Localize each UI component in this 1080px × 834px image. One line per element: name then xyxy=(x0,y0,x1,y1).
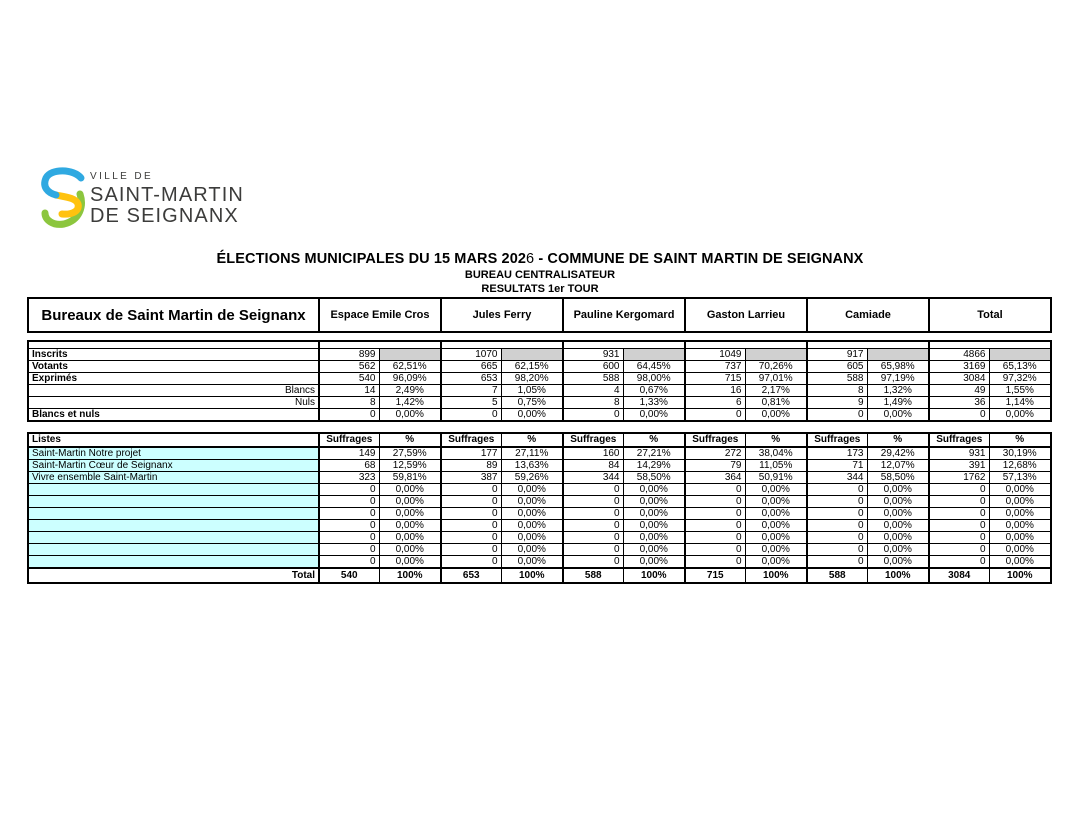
list-name-cell: Vivre ensemble Saint-Martin xyxy=(28,471,319,483)
percent-cell: 0,00% xyxy=(989,543,1051,555)
suffrages-cell: 0 xyxy=(319,555,379,568)
title-year-digit: 6 xyxy=(526,251,535,267)
suffrages-cell: 0 xyxy=(319,519,379,531)
results-sheet xyxy=(27,297,1053,584)
percent-cell: 0,00% xyxy=(745,519,807,531)
percent-cell: 0,00% xyxy=(623,483,685,495)
suffrages-header: Suffrages xyxy=(441,433,501,447)
count-cell: 0 xyxy=(563,408,623,421)
count-cell: 917 xyxy=(807,348,867,360)
percent-cell: 0,00% xyxy=(989,507,1051,519)
suffrages-cell: 0 xyxy=(685,507,745,519)
percent-cell: 97,19% xyxy=(867,372,929,384)
list-row xyxy=(28,543,1051,555)
percent-cell xyxy=(501,348,563,360)
bureau-column-header: Total xyxy=(929,298,1051,332)
suffrages-header: Suffrages xyxy=(929,433,989,447)
percent-cell: 50,91% xyxy=(745,471,807,483)
count-cell: 8 xyxy=(563,396,623,408)
percent-cell: 0,00% xyxy=(867,507,929,519)
list-name-cell xyxy=(28,483,319,495)
bureau-column-header: Jules Ferry xyxy=(441,298,563,332)
count-cell: 8 xyxy=(807,384,867,396)
percent-cell: 0,00% xyxy=(379,531,441,543)
suffrages-cell: 0 xyxy=(929,483,989,495)
percent-cell: 97,01% xyxy=(745,372,807,384)
count-cell: 5 xyxy=(441,396,501,408)
suffrages-header: Suffrages xyxy=(563,433,623,447)
suffrages-cell: 0 xyxy=(441,519,501,531)
count-cell: 49 xyxy=(929,384,989,396)
bureau-column-header: Camiade xyxy=(807,298,929,332)
percent-cell: 58,50% xyxy=(623,471,685,483)
suffrages-cell: 0 xyxy=(563,543,623,555)
suffrages-cell: 0 xyxy=(563,531,623,543)
percent-cell xyxy=(989,348,1051,360)
suffrages-cell: 0 xyxy=(807,507,867,519)
suffrages-cell: 0 xyxy=(685,495,745,507)
percent-cell: 29,42% xyxy=(867,447,929,460)
percent-cell: 0,00% xyxy=(867,531,929,543)
total-suffrages-cell: 588 xyxy=(807,568,867,583)
percent-cell: 1,32% xyxy=(867,384,929,396)
participation-row xyxy=(28,348,1051,360)
percent-cell: 98,00% xyxy=(623,372,685,384)
percent-cell: 12,59% xyxy=(379,459,441,471)
percent-cell: 0,00% xyxy=(623,519,685,531)
list-row xyxy=(28,495,1051,507)
percent-cell: 0,00% xyxy=(989,483,1051,495)
total-suffrages-cell: 715 xyxy=(685,568,745,583)
spacer-row xyxy=(28,341,1051,348)
percent-cell: 1,14% xyxy=(989,396,1051,408)
title-part-commune: - COMMUNE DE SAINT MARTIN DE SEIGNANX xyxy=(534,251,864,267)
count-cell: 562 xyxy=(319,360,379,372)
total-percent-cell: 100% xyxy=(379,568,441,583)
percent-cell: 27,59% xyxy=(379,447,441,460)
suffrages-cell: 68 xyxy=(319,459,379,471)
percent-cell: 96,09% xyxy=(379,372,441,384)
percent-cell: 58,50% xyxy=(867,471,929,483)
percent-cell: 1,05% xyxy=(501,384,563,396)
suffrages-cell: 0 xyxy=(807,531,867,543)
percent-cell xyxy=(745,348,807,360)
percent-cell: 0,00% xyxy=(989,408,1051,421)
suffrages-cell: 0 xyxy=(929,531,989,543)
percent-header: % xyxy=(867,433,929,447)
percent-cell: 0,00% xyxy=(379,507,441,519)
percent-cell: 0,00% xyxy=(501,507,563,519)
percent-header: % xyxy=(623,433,685,447)
percent-cell: 0,00% xyxy=(867,555,929,568)
suffrages-cell: 71 xyxy=(807,459,867,471)
percent-cell: 0,00% xyxy=(745,483,807,495)
percent-cell: 0,00% xyxy=(745,555,807,568)
total-suffrages-cell: 653 xyxy=(441,568,501,583)
percent-cell: 0,00% xyxy=(989,555,1051,568)
suffrages-cell: 0 xyxy=(441,495,501,507)
percent-cell: 0,00% xyxy=(501,408,563,421)
city-logo xyxy=(36,166,244,228)
suffrages-cell: 391 xyxy=(929,459,989,471)
suffrages-cell: 387 xyxy=(441,471,501,483)
percent-cell xyxy=(623,348,685,360)
percent-cell: 12,07% xyxy=(867,459,929,471)
bureau-column-header: Pauline Kergomard xyxy=(563,298,685,332)
count-cell: 3169 xyxy=(929,360,989,372)
percent-cell: 0,00% xyxy=(501,543,563,555)
percent-cell: 0,00% xyxy=(379,543,441,555)
suffrages-cell: 0 xyxy=(563,519,623,531)
list-name-cell xyxy=(28,555,319,568)
lists-header-row xyxy=(28,433,1051,447)
percent-header: % xyxy=(745,433,807,447)
count-cell: 6 xyxy=(685,396,745,408)
count-cell: 8 xyxy=(319,396,379,408)
count-cell: 0 xyxy=(319,408,379,421)
count-cell: 0 xyxy=(685,408,745,421)
percent-cell: 0,00% xyxy=(989,531,1051,543)
count-cell: 4866 xyxy=(929,348,989,360)
participation-row xyxy=(28,396,1051,408)
percent-cell: 0,00% xyxy=(501,495,563,507)
percent-cell: 0,00% xyxy=(867,408,929,421)
list-name-cell: Saint-Martin Notre projet xyxy=(28,447,319,460)
percent-cell: 1,33% xyxy=(623,396,685,408)
percent-cell: 0,00% xyxy=(867,543,929,555)
count-cell: 899 xyxy=(319,348,379,360)
participation-table xyxy=(27,340,1052,422)
suffrages-cell: 0 xyxy=(563,495,623,507)
suffrages-cell: 0 xyxy=(807,519,867,531)
suffrages-header: Suffrages xyxy=(319,433,379,447)
suffrages-cell: 0 xyxy=(929,507,989,519)
list-name-cell xyxy=(28,507,319,519)
percent-cell: 0,00% xyxy=(623,555,685,568)
document-header xyxy=(0,251,1080,295)
percent-cell: 0,00% xyxy=(623,543,685,555)
row-label: Blancs xyxy=(28,384,319,396)
row-label: Nuls xyxy=(28,396,319,408)
list-row xyxy=(28,555,1051,568)
bureaus-header-table xyxy=(27,297,1052,333)
logo-city-name-line2: DE SEIGNANX xyxy=(90,205,239,227)
suffrages-cell: 89 xyxy=(441,459,501,471)
percent-cell: 0,00% xyxy=(501,531,563,543)
percent-cell: 0,00% xyxy=(745,408,807,421)
percent-cell: 0,00% xyxy=(623,408,685,421)
suffrages-cell: 1762 xyxy=(929,471,989,483)
list-row xyxy=(28,507,1051,519)
title-part-bold: ÉLECTIONS MUNICIPALES DU 15 MARS 202 xyxy=(216,251,527,267)
percent-cell: 0,00% xyxy=(867,519,929,531)
suffrages-cell: 323 xyxy=(319,471,379,483)
percent-cell: 97,32% xyxy=(989,372,1051,384)
list-name-cell xyxy=(28,531,319,543)
percent-cell: 12,68% xyxy=(989,459,1051,471)
suffrages-cell: 0 xyxy=(685,555,745,568)
percent-cell: 0,00% xyxy=(379,495,441,507)
listes-header: Listes xyxy=(28,433,319,447)
suffrages-cell: 0 xyxy=(685,519,745,531)
suffrages-cell: 0 xyxy=(685,531,745,543)
count-cell: 540 xyxy=(319,372,379,384)
percent-cell: 65,98% xyxy=(867,360,929,372)
percent-cell: 2,49% xyxy=(379,384,441,396)
suffrages-cell: 0 xyxy=(685,483,745,495)
percent-cell: 0,00% xyxy=(623,495,685,507)
percent-cell: 0,00% xyxy=(501,483,563,495)
participation-row xyxy=(28,408,1051,421)
list-row xyxy=(28,531,1051,543)
list-row xyxy=(28,447,1051,460)
bureau-column-header: Espace Emile Cros xyxy=(319,298,441,332)
percent-cell: 0,00% xyxy=(745,543,807,555)
total-suffrages-cell: 540 xyxy=(319,568,379,583)
count-cell: 4 xyxy=(563,384,623,396)
percent-cell: 38,04% xyxy=(745,447,807,460)
percent-cell: 57,13% xyxy=(989,471,1051,483)
percent-cell: 0,00% xyxy=(379,408,441,421)
percent-cell: 0,00% xyxy=(745,507,807,519)
count-cell: 653 xyxy=(441,372,501,384)
suffrages-cell: 0 xyxy=(441,531,501,543)
suffrages-cell: 0 xyxy=(807,483,867,495)
suffrages-cell: 0 xyxy=(685,543,745,555)
row-label: Exprimés xyxy=(28,372,319,384)
percent-cell: 0,75% xyxy=(501,396,563,408)
suffrages-cell: 931 xyxy=(929,447,989,460)
count-cell: 9 xyxy=(807,396,867,408)
list-row xyxy=(28,471,1051,483)
page-title xyxy=(0,251,1080,267)
count-cell: 737 xyxy=(685,360,745,372)
percent-cell: 14,29% xyxy=(623,459,685,471)
count-cell: 600 xyxy=(563,360,623,372)
participation-row xyxy=(28,360,1051,372)
percent-cell: 64,45% xyxy=(623,360,685,372)
count-cell: 36 xyxy=(929,396,989,408)
city-logo-text xyxy=(90,166,244,227)
subtitle-bureau-centralisateur: BUREAU CENTRALISATEUR xyxy=(464,269,616,281)
percent-cell: 1,55% xyxy=(989,384,1051,396)
suffrages-cell: 0 xyxy=(929,543,989,555)
list-row xyxy=(28,483,1051,495)
total-percent-cell: 100% xyxy=(623,568,685,583)
list-name-cell xyxy=(28,543,319,555)
percent-cell: 0,00% xyxy=(745,531,807,543)
total-percent-cell: 100% xyxy=(867,568,929,583)
percent-cell: 0,00% xyxy=(623,507,685,519)
count-cell: 605 xyxy=(807,360,867,372)
list-name-cell xyxy=(28,495,319,507)
suffrages-cell: 344 xyxy=(807,471,867,483)
suffrages-cell: 364 xyxy=(685,471,745,483)
percent-header: % xyxy=(501,433,563,447)
percent-cell: 0,00% xyxy=(989,519,1051,531)
percent-header: % xyxy=(989,433,1051,447)
count-cell: 588 xyxy=(807,372,867,384)
percent-cell: 0,00% xyxy=(379,519,441,531)
suffrages-cell: 177 xyxy=(441,447,501,460)
participation-row xyxy=(28,372,1051,384)
total-percent-cell: 100% xyxy=(745,568,807,583)
suffrages-cell: 0 xyxy=(319,543,379,555)
suffrages-cell: 0 xyxy=(563,555,623,568)
count-cell: 1070 xyxy=(441,348,501,360)
suffrages-cell: 0 xyxy=(807,543,867,555)
percent-cell: 98,20% xyxy=(501,372,563,384)
participation-row xyxy=(28,384,1051,396)
percent-cell: 0,67% xyxy=(623,384,685,396)
percent-cell: 62,15% xyxy=(501,360,563,372)
suffrages-cell: 160 xyxy=(563,447,623,460)
percent-cell: 11,05% xyxy=(745,459,807,471)
percent-cell: 59,81% xyxy=(379,471,441,483)
bureau-column-header: Gaston Larrieu xyxy=(685,298,807,332)
list-row xyxy=(28,459,1051,471)
bureau-header-row xyxy=(28,298,1051,332)
percent-cell: 0,00% xyxy=(501,555,563,568)
count-cell: 665 xyxy=(441,360,501,372)
suffrages-header: Suffrages xyxy=(685,433,745,447)
suffrages-cell: 0 xyxy=(929,519,989,531)
subtitle-resultats: RESULTATS 1er TOUR xyxy=(481,283,599,295)
percent-cell xyxy=(867,348,929,360)
suffrages-cell: 0 xyxy=(929,495,989,507)
percent-cell: 0,00% xyxy=(867,495,929,507)
suffrages-cell: 0 xyxy=(441,507,501,519)
suffrages-cell: 0 xyxy=(441,483,501,495)
total-suffrages-cell: 588 xyxy=(563,568,623,583)
percent-cell: 0,00% xyxy=(379,555,441,568)
suffrages-cell: 149 xyxy=(319,447,379,460)
percent-cell: 62,51% xyxy=(379,360,441,372)
percent-cell: 65,13% xyxy=(989,360,1051,372)
suffrages-cell: 79 xyxy=(685,459,745,471)
percent-cell: 2,17% xyxy=(745,384,807,396)
percent-cell: 30,19% xyxy=(989,447,1051,460)
count-cell: 1049 xyxy=(685,348,745,360)
list-row xyxy=(28,519,1051,531)
row-label: Votants xyxy=(28,360,319,372)
percent-cell: 27,11% xyxy=(501,447,563,460)
percent-cell: 0,00% xyxy=(989,495,1051,507)
suffrages-cell: 0 xyxy=(441,543,501,555)
percent-cell: 13,63% xyxy=(501,459,563,471)
suffrages-cell: 173 xyxy=(807,447,867,460)
s-monogram-icon xyxy=(36,166,90,228)
percent-cell: 0,00% xyxy=(501,519,563,531)
count-cell: 14 xyxy=(319,384,379,396)
suffrages-cell: 0 xyxy=(807,555,867,568)
total-percent-cell: 100% xyxy=(501,568,563,583)
percent-cell: 0,00% xyxy=(379,483,441,495)
count-cell: 16 xyxy=(685,384,745,396)
suffrages-cell: 0 xyxy=(319,483,379,495)
count-cell: 588 xyxy=(563,372,623,384)
suffrages-cell: 0 xyxy=(929,555,989,568)
lists-table xyxy=(27,432,1052,584)
percent-cell: 0,00% xyxy=(867,483,929,495)
suffrages-cell: 0 xyxy=(441,555,501,568)
total-row xyxy=(28,568,1051,583)
count-cell: 3084 xyxy=(929,372,989,384)
percent-cell: 1,42% xyxy=(379,396,441,408)
count-cell: 0 xyxy=(929,408,989,421)
percent-cell: 70,26% xyxy=(745,360,807,372)
logo-city-name-line1: SAINT-MARTIN xyxy=(90,184,244,206)
suffrages-cell: 344 xyxy=(563,471,623,483)
suffrages-cell: 0 xyxy=(319,495,379,507)
suffrages-cell: 0 xyxy=(319,507,379,519)
suffrages-header: Suffrages xyxy=(807,433,867,447)
total-label: Total xyxy=(28,568,319,583)
count-cell: 715 xyxy=(685,372,745,384)
row-label: Inscrits xyxy=(28,348,319,360)
count-cell: 0 xyxy=(441,408,501,421)
suffrages-cell: 84 xyxy=(563,459,623,471)
percent-header: % xyxy=(379,433,441,447)
corner-header: Bureaux de Saint Martin de Seignanx xyxy=(28,298,319,332)
percent-cell: 1,49% xyxy=(867,396,929,408)
total-percent-cell: 100% xyxy=(989,568,1051,583)
list-name-cell xyxy=(28,519,319,531)
percent-cell: 0,81% xyxy=(745,396,807,408)
suffrages-cell: 272 xyxy=(685,447,745,460)
count-cell: 931 xyxy=(563,348,623,360)
percent-cell: 59,26% xyxy=(501,471,563,483)
percent-cell xyxy=(379,348,441,360)
suffrages-cell: 0 xyxy=(563,483,623,495)
suffrages-cell: 0 xyxy=(807,495,867,507)
count-cell: 0 xyxy=(807,408,867,421)
total-suffrages-cell: 3084 xyxy=(929,568,989,583)
percent-cell: 0,00% xyxy=(623,531,685,543)
percent-cell: 27,21% xyxy=(623,447,685,460)
list-name-cell: Saint-Martin Cœur de Seignanx xyxy=(28,459,319,471)
suffrages-cell: 0 xyxy=(563,507,623,519)
suffrages-cell: 0 xyxy=(319,531,379,543)
percent-cell: 0,00% xyxy=(745,495,807,507)
count-cell: 7 xyxy=(441,384,501,396)
row-label: Blancs et nuls xyxy=(28,408,319,421)
logo-ville-de: VILLE DE xyxy=(90,171,154,182)
